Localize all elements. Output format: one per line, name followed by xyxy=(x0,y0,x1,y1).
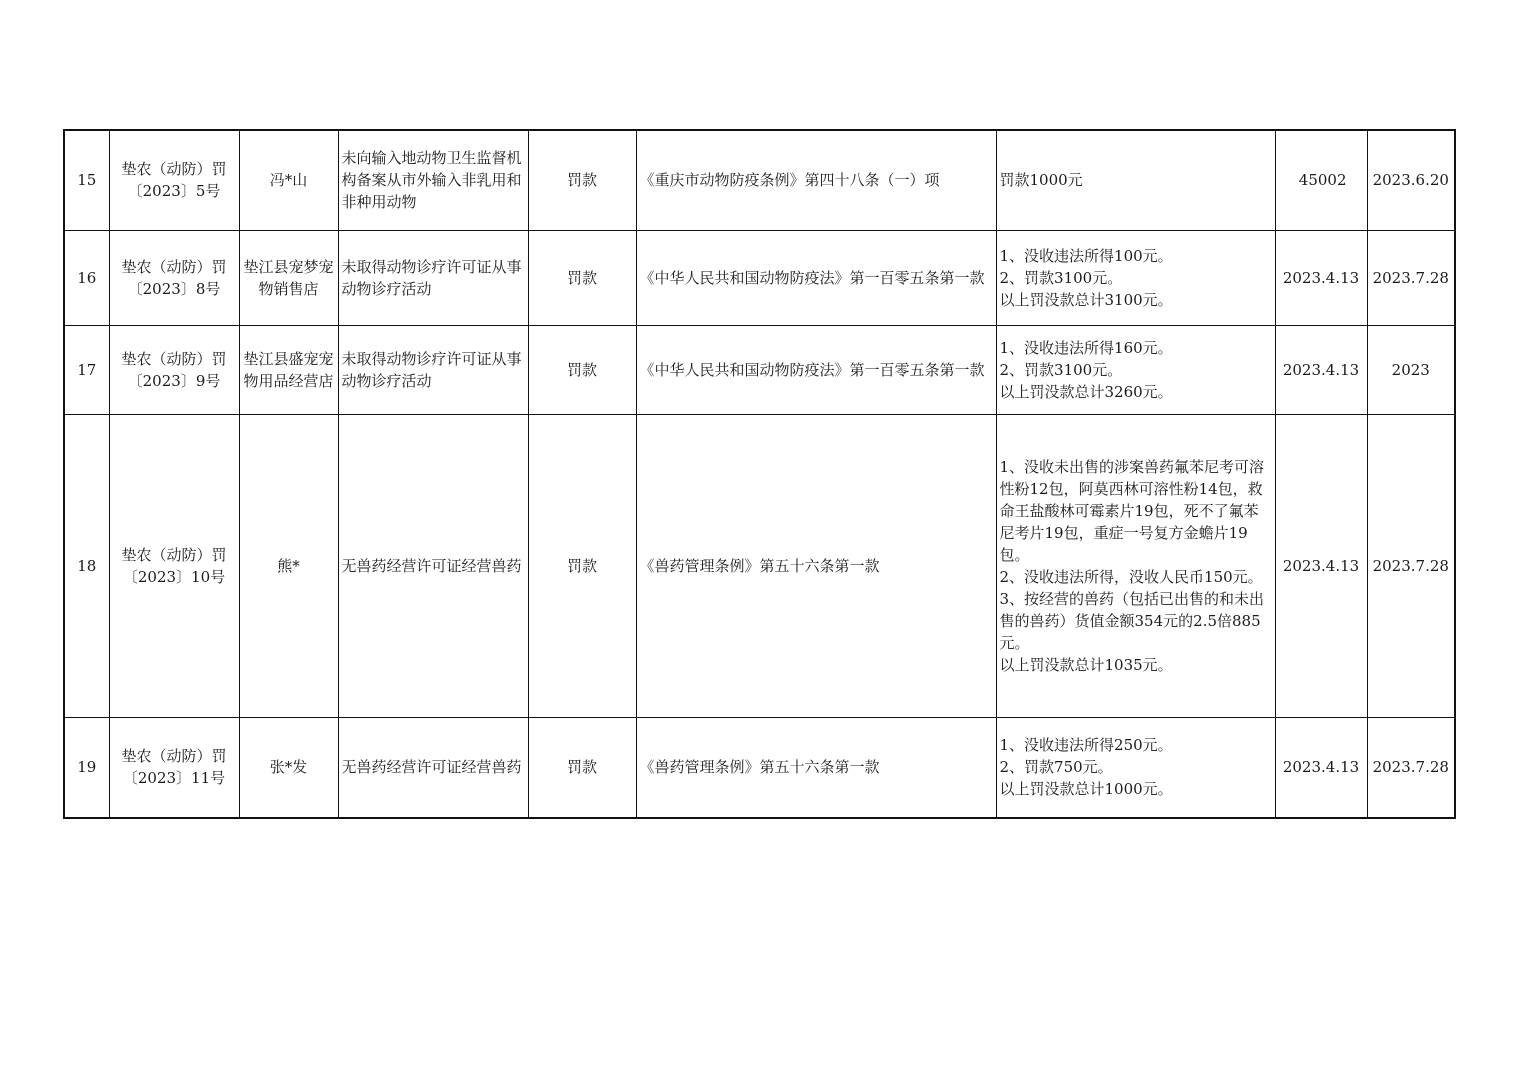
decision-document-number: 垫农（动防）罚〔2023〕8号 xyxy=(109,230,239,325)
party-name: 张*发 xyxy=(239,717,338,818)
decision-document-number: 垫农（动防）罚〔2023〕11号 xyxy=(109,717,239,818)
row-number: 18 xyxy=(64,414,109,717)
party-name: 垫江县盛宠宠物用品经营店 xyxy=(239,325,338,414)
party-name: 冯*山 xyxy=(239,130,338,230)
table-row xyxy=(64,717,1455,818)
row-number: 17 xyxy=(64,325,109,414)
party-name: 熊* xyxy=(239,414,338,717)
legal-basis: 《中华人民共和国动物防疫法》第一百零五条第一款 xyxy=(636,325,996,414)
decision-date: 2023.4.13 xyxy=(1275,325,1367,414)
penalty-table xyxy=(63,129,1456,819)
legal-basis: 《兽药管理条例》第五十六条第一款 xyxy=(636,717,996,818)
violation-description: 未取得动物诊疗许可证从事动物诊疗活动 xyxy=(338,325,528,414)
table-row xyxy=(64,230,1455,325)
legal-basis: 《重庆市动物防疫条例》第四十八条（一）项 xyxy=(636,130,996,230)
penalty-result: 1、没收违法所得250元。 2、罚款750元。 以上罚没款总计1000元。 xyxy=(996,717,1275,818)
penalty-type: 罚款 xyxy=(528,414,636,717)
penalty-result: 罚款1000元 xyxy=(996,130,1275,230)
publish-date: 2023.7.28 xyxy=(1367,230,1455,325)
publish-date: 2023 xyxy=(1367,325,1455,414)
table-row xyxy=(64,130,1455,230)
penalty-result: 1、没收违法所得100元。 2、罚款3100元。 以上罚没款总计3100元。 xyxy=(996,230,1275,325)
publish-date: 2023.7.28 xyxy=(1367,717,1455,818)
publish-date: 2023.6.20 xyxy=(1367,130,1455,230)
penalty-type: 罚款 xyxy=(528,325,636,414)
violation-description: 无兽药经营许可证经营兽药 xyxy=(338,717,528,818)
decision-date: 2023.4.13 xyxy=(1275,717,1367,818)
row-number: 19 xyxy=(64,717,109,818)
violation-description: 无兽药经营许可证经营兽药 xyxy=(338,414,528,717)
decision-date: 45002 xyxy=(1275,130,1367,230)
publish-date: 2023.7.28 xyxy=(1367,414,1455,717)
table-row xyxy=(64,325,1455,414)
decision-document-number: 垫农（动防）罚〔2023〕9号 xyxy=(109,325,239,414)
penalty-type: 罚款 xyxy=(528,230,636,325)
violation-description: 未向输入地动物卫生监督机构备案从市外输入非乳用和非种用动物 xyxy=(338,130,528,230)
decision-document-number: 垫农（动防）罚〔2023〕10号 xyxy=(109,414,239,717)
violation-description: 未取得动物诊疗许可证从事动物诊疗活动 xyxy=(338,230,528,325)
party-name: 垫江县宠梦宠物销售店 xyxy=(239,230,338,325)
penalty-result: 1、没收未出售的涉案兽药氟苯尼考可溶性粉12包，阿莫西林可溶性粉14包，救命王盐酸林可霉素片19包，死不了氟苯尼考片19包，重症一号复方金蟾片19包。 2、没收违法所得，没收人民币150元。 3、按经营的兽药（包括已出售的和未出售的兽药）货值金额354元的2.5倍885元。 以上罚没款总计1035元。 xyxy=(996,414,1275,717)
row-number: 16 xyxy=(64,230,109,325)
penalty-result: 1、没收违法所得160元。 2、罚款3100元。 以上罚没款总计3260元。 xyxy=(996,325,1275,414)
decision-date: 2023.4.13 xyxy=(1275,414,1367,717)
table-row xyxy=(64,414,1455,717)
legal-basis: 《兽药管理条例》第五十六条第一款 xyxy=(636,414,996,717)
decision-date: 2023.4.13 xyxy=(1275,230,1367,325)
row-number: 15 xyxy=(64,130,109,230)
penalty-type: 罚款 xyxy=(528,130,636,230)
penalty-type: 罚款 xyxy=(528,717,636,818)
legal-basis: 《中华人民共和国动物防疫法》第一百零五条第一款 xyxy=(636,230,996,325)
decision-document-number: 垫农（动防）罚〔2023〕5号 xyxy=(109,130,239,230)
